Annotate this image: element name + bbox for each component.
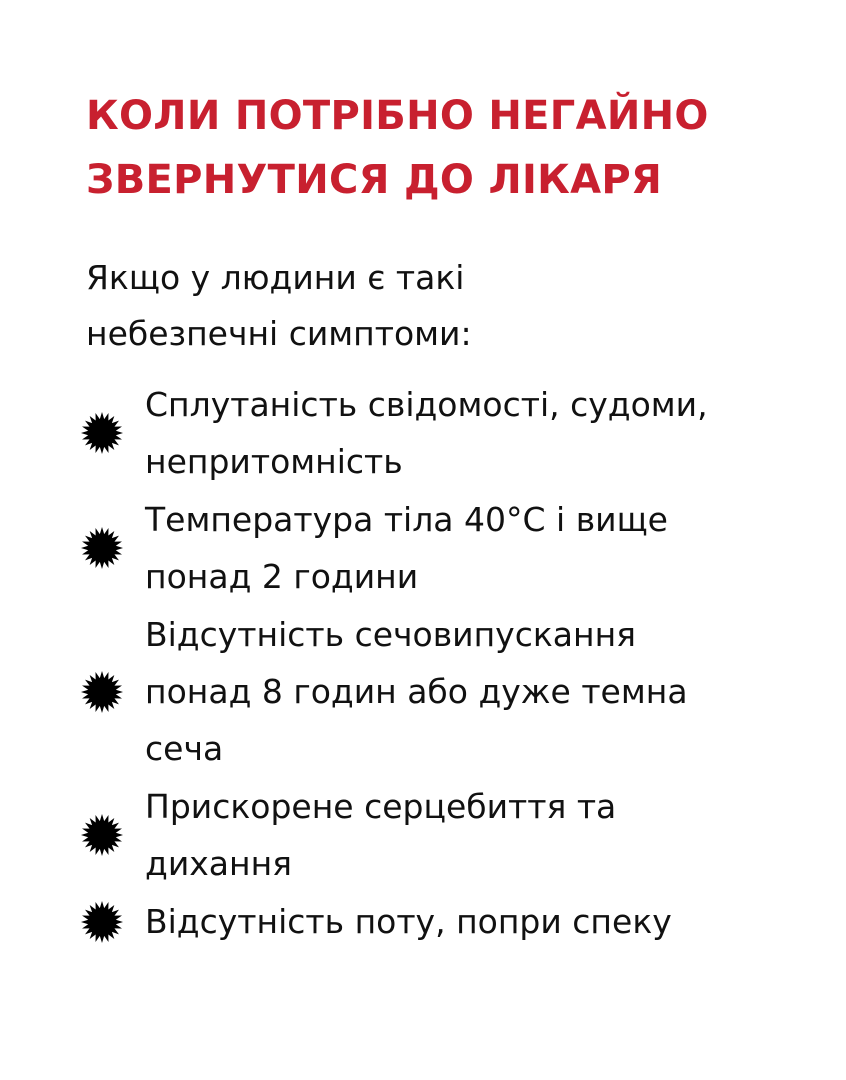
star-bullet-icon-shape bbox=[80, 411, 124, 455]
intro-text bbox=[86, 250, 746, 362]
intro-line: Якщо у людини є такі bbox=[86, 258, 465, 297]
symptom-item bbox=[80, 491, 780, 605]
star-bullet-icon-shape bbox=[80, 670, 124, 714]
star-bullet-path bbox=[81, 671, 123, 713]
symptom-text-line: Температура тіла 40°С і вище bbox=[145, 500, 668, 539]
star-bullet-icon bbox=[80, 526, 124, 570]
symptom-text-line: понад 8 годин або дуже темна bbox=[145, 672, 688, 711]
symptom-text-line: Відсутність поту, попри спеку bbox=[145, 902, 672, 941]
star-bullet-path bbox=[81, 814, 123, 856]
symptom-text-line: Сплутаність свідомості, судоми, bbox=[145, 385, 708, 424]
symptom-item bbox=[80, 778, 780, 892]
symptom-text-line: непритомність bbox=[145, 442, 403, 481]
page-title-line: ЗВЕРНУТИСЯ ДО ЛІКАРЯ bbox=[86, 157, 663, 203]
symptom-item bbox=[80, 893, 780, 950]
symptom-text-line: сеча bbox=[145, 729, 224, 768]
symptom-text-line: Відсутність сечовипускання bbox=[145, 615, 637, 654]
intro-line: небезпечні симптоми: bbox=[86, 314, 472, 353]
star-bullet-path bbox=[81, 412, 123, 454]
star-bullet-icon bbox=[80, 411, 124, 455]
star-bullet-icon bbox=[80, 670, 124, 714]
page-title bbox=[86, 84, 786, 212]
symptom-text-line: дихання bbox=[145, 844, 293, 883]
star-bullet-icon-shape bbox=[80, 526, 124, 570]
star-bullet-icon bbox=[80, 813, 124, 857]
symptom-item bbox=[80, 376, 780, 490]
symptom-text-line: Прискорене серцебиття та bbox=[145, 787, 617, 826]
symptom-item bbox=[80, 606, 780, 777]
star-bullet-path bbox=[81, 527, 123, 569]
page-title-line: КОЛИ ПОТРІБНО НЕГАЙНО bbox=[86, 93, 709, 139]
symptom-list bbox=[80, 376, 780, 951]
star-bullet-icon-shape bbox=[80, 900, 124, 944]
star-bullet-icon-shape bbox=[80, 813, 124, 857]
star-bullet-icon bbox=[80, 900, 124, 944]
symptom-text-line: понад 2 години bbox=[145, 557, 419, 596]
star-bullet-path bbox=[81, 901, 123, 943]
